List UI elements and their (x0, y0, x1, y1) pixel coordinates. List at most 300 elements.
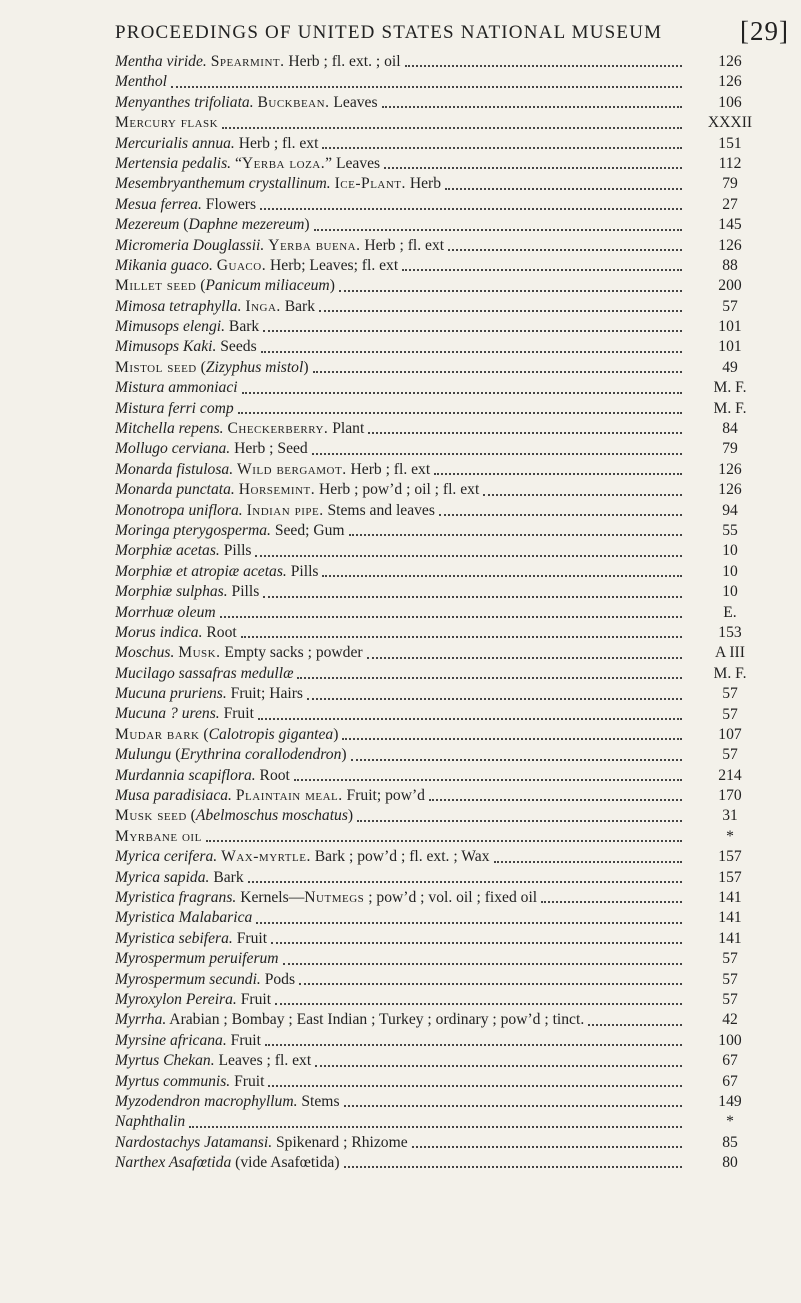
dot-leader (206, 840, 682, 842)
entry-detail: Bark (225, 318, 260, 336)
dot-leader (448, 249, 682, 251)
page-number: [29] (740, 16, 789, 46)
dot-leader (261, 351, 682, 353)
dot-leader (429, 799, 682, 801)
dot-leader (339, 290, 682, 292)
common-name: Indian pipe. (246, 501, 324, 519)
index-entry (115, 745, 685, 765)
entry-text (115, 215, 310, 235)
dot-leader (382, 106, 682, 108)
entry-detail: Root (202, 623, 237, 641)
entry-text (115, 725, 338, 745)
common-name: Spearmint. (210, 52, 285, 70)
entry-text (115, 745, 347, 765)
index-entry (115, 134, 685, 154)
index-entry (115, 806, 685, 826)
entry-reference: M. F. (713, 379, 747, 397)
common-name: Inga. (245, 297, 281, 315)
common-name: Plaintain meal. (235, 787, 343, 805)
entry-text (115, 297, 315, 317)
entry-text (115, 317, 259, 337)
entry-detail: Fruit (232, 929, 268, 947)
entry-detail: Stems (297, 1092, 340, 1110)
entry-reference: 79 (722, 175, 738, 193)
botanical-name: Moschus. (115, 644, 175, 662)
index-entry (115, 868, 685, 888)
entry-reference: 145 (718, 216, 742, 234)
botanical-name: Monarda fistulosa. (115, 460, 234, 478)
botanical-name: Mimusops Kaki. (115, 338, 217, 356)
entry-reference: 88 (722, 256, 738, 274)
entry-detail: Seeds (216, 338, 257, 356)
entry-reference: 200 (718, 277, 742, 295)
dot-leader (405, 65, 682, 67)
botanical-name: Mulungu (115, 746, 172, 764)
entry-reference: 106 (718, 93, 742, 111)
botanical-name: Monotropa uniflora. (115, 501, 243, 519)
dot-leader (256, 922, 682, 924)
index-entry (115, 256, 685, 276)
botanical-name: Mitchella repens. (115, 420, 224, 438)
entry-text (115, 521, 345, 541)
entry-reference: 79 (722, 440, 738, 458)
dot-leader (297, 677, 682, 679)
index-entry (115, 705, 685, 725)
entry-text (115, 134, 318, 154)
botanical-name: Myrica cerifera. (115, 848, 218, 866)
botanical-name: Murdannia scapiflora. (115, 766, 256, 784)
index-entry (115, 684, 685, 704)
dot-leader (248, 881, 682, 883)
entry-reference: 57 (722, 746, 738, 764)
dot-leader (222, 127, 682, 129)
entry-text (115, 276, 335, 296)
entry-reference: 100 (718, 1031, 742, 1049)
index-entry (115, 1010, 685, 1030)
entry-reference: 42 (722, 1011, 738, 1029)
botanical-name: Myristica fragrans. (115, 889, 237, 906)
entry-detail: Fruit (219, 705, 254, 723)
entry-detail: ( (196, 277, 206, 295)
index-entry (115, 1051, 685, 1071)
index-entry (115, 929, 685, 949)
botanical-name: Calotropis gigantea (208, 725, 334, 743)
entry-detail: ) (329, 277, 335, 295)
index-entry (115, 439, 685, 459)
index-entry (115, 419, 685, 439)
dot-leader (275, 1003, 682, 1005)
index-entry (115, 725, 685, 745)
entry-detail: Herb ; pow’d ; oil ; fl. ext (315, 481, 480, 499)
index-entry (115, 847, 685, 867)
entry-text (115, 949, 279, 969)
running-head: PROCEEDINGS OF UNITED STATES NATIONAL MUSEUM (115, 22, 663, 43)
entry-reference: 57 (722, 950, 738, 968)
botanical-name: Mucilago sassafras medullæ (115, 664, 294, 682)
dot-leader (263, 330, 682, 332)
dot-leader (319, 310, 682, 312)
common-name: Ice-Plant. (334, 175, 406, 193)
botanical-name: Myrtus communis. (115, 1072, 231, 1090)
dot-leader (268, 1085, 682, 1087)
entry-detail: Herb ; fl. ext (234, 134, 319, 152)
dot-leader (312, 453, 682, 455)
common-name: Buckbean. (257, 93, 330, 111)
entry-detail: ; pow’d ; vol. oil ; fixed oil (364, 889, 538, 906)
entry-detail: Pills (219, 542, 252, 560)
entry-text (115, 929, 267, 949)
entry-detail: ) (303, 358, 309, 376)
entry-text (115, 1133, 408, 1153)
entry-text (115, 766, 290, 786)
index-entry (115, 541, 685, 561)
entry-text (115, 541, 251, 561)
botanical-name: Panicum miliaceum (205, 277, 330, 295)
entry-reference: 101 (718, 318, 742, 336)
botanical-name: Mertensia pedalis. (115, 154, 232, 172)
entry-text (115, 358, 309, 378)
entry-reference: 31 (722, 807, 738, 825)
entry-text (115, 236, 444, 256)
entry-reference: 153 (718, 623, 742, 641)
entry-reference: 67 (722, 1052, 738, 1070)
dot-leader (258, 718, 682, 720)
dot-leader (368, 432, 682, 434)
entry-reference: 94 (722, 501, 738, 519)
index-entry (115, 399, 685, 419)
entry-detail: Kernels— (236, 889, 305, 906)
entry-text (115, 419, 364, 439)
common-name: Musk. (178, 644, 221, 662)
entry-text (115, 705, 254, 725)
common-name: Checkerberry. (227, 420, 329, 438)
dot-leader (238, 412, 682, 414)
dot-leader (384, 167, 682, 169)
index-entry (115, 908, 685, 928)
entry-reference: M. F. (713, 664, 747, 682)
entry-detail: Herb ; fl. ext (346, 460, 431, 478)
entry-text (115, 684, 303, 704)
entry-text (115, 806, 353, 826)
dot-leader (342, 738, 682, 740)
common-name: Wax-myrtle. (221, 848, 311, 866)
index-entry (115, 888, 685, 908)
entry-reference: 57 (722, 297, 738, 315)
entry-reference: 85 (722, 1133, 738, 1151)
botanical-name: Mistura ferri comp (115, 399, 234, 417)
entry-reference: E. (723, 603, 737, 621)
botanical-name: Morus indica. (115, 623, 203, 641)
dot-leader (189, 1126, 682, 1128)
botanical-name: Myrica sapida. (115, 868, 210, 886)
index-entries (115, 52, 685, 1173)
botanical-name: Narthex Asafœtida (115, 1154, 232, 1172)
dot-leader (357, 820, 682, 822)
botanical-name: Mikania guaco. (115, 256, 213, 274)
botanical-name: Moringa pterygosperma. (115, 521, 271, 539)
index-entry (115, 521, 685, 541)
botanical-name: Mollugo cerviana. (115, 440, 231, 458)
entry-reference: 151 (718, 134, 742, 152)
entry-text (115, 256, 398, 276)
entry-text (115, 1153, 340, 1173)
entry-detail: Spikenard ; Rhizome (272, 1133, 408, 1151)
dot-leader (241, 636, 682, 638)
index-entry (115, 582, 685, 602)
dot-leader (263, 596, 682, 598)
dot-leader (439, 514, 682, 516)
entry-text (115, 970, 295, 990)
index-entry (115, 664, 685, 684)
index-entry (115, 990, 685, 1010)
entry-text (115, 174, 441, 194)
entry-reference: 126 (718, 460, 742, 478)
common-name: Mercury flask (115, 114, 219, 132)
index-entry (115, 276, 685, 296)
entry-detail: Fruit; pow’d (342, 787, 425, 805)
dot-leader (242, 392, 682, 394)
botanical-name: Mucuna ? urens. (115, 705, 220, 723)
index-entry (115, 93, 685, 113)
dot-leader (402, 269, 682, 271)
entry-reference: 149 (718, 1092, 742, 1110)
entry-detail: Empty sacks ; powder (220, 644, 363, 662)
index-entry (115, 949, 685, 969)
dot-leader (171, 86, 682, 88)
index-entry (115, 460, 685, 480)
botanical-name: Myrsine africana. (115, 1031, 227, 1049)
entry-reference: 157 (718, 868, 742, 886)
entry-detail: Flowers (201, 195, 257, 213)
index-entry (115, 480, 685, 500)
index-entry (115, 766, 685, 786)
dot-leader (307, 698, 682, 700)
entry-text (115, 990, 271, 1010)
entry-reference: 80 (722, 1154, 738, 1172)
entry-reference: 170 (718, 787, 742, 805)
entry-text (115, 93, 378, 113)
entry-detail: ) (341, 746, 347, 764)
entry-text (115, 643, 363, 663)
entry-detail: ( (199, 725, 209, 743)
entry-reference: A III (715, 644, 745, 662)
entry-reference: 10 (722, 562, 738, 580)
entry-detail: ) (333, 725, 339, 743)
index-entry (115, 562, 685, 582)
entry-reference: 101 (718, 338, 742, 356)
common-name: Horsemint. (238, 481, 316, 499)
index-entry (115, 1133, 685, 1153)
common-name: Millet seed (115, 277, 197, 295)
botanical-name: Myrospermum secundi. (115, 970, 261, 988)
botanical-name: Monarda punctata. (115, 481, 235, 499)
dot-leader (322, 575, 682, 577)
entry-reference: 49 (722, 358, 738, 376)
entry-detail: Herb ; Seed (230, 440, 308, 458)
common-name: Guaco. (216, 256, 267, 274)
botanical-name: Naphthalin (115, 1113, 186, 1131)
entry-reference: 126 (718, 236, 742, 254)
entry-reference: 126 (718, 481, 742, 499)
botanical-name: Myrtus Chekan. (115, 1052, 215, 1070)
entry-text (115, 337, 257, 357)
index-entry (115, 623, 685, 643)
entry-detail: Pills (286, 562, 319, 580)
entry-reference: 27 (722, 195, 738, 213)
index-entry (115, 317, 685, 337)
index-entry (115, 603, 685, 623)
index-entry (115, 378, 685, 398)
entry-detail: Bark (280, 297, 316, 315)
entry-reference: 57 (722, 705, 738, 723)
entry-text (115, 786, 425, 806)
index-entry (115, 113, 685, 133)
entry-text (115, 1092, 340, 1112)
entry-text (115, 1031, 261, 1051)
dot-leader (322, 147, 682, 149)
dot-leader (367, 657, 682, 659)
entry-text (115, 378, 238, 398)
entry-reference: 55 (722, 521, 738, 539)
botanical-name: Mimusops elengi. (115, 318, 226, 336)
entry-reference: XXXII (707, 114, 753, 132)
entry-detail: Arabian ; Bombay ; East Indian ; Turkey ; ordinary ; pow’d ; tinct. (166, 1011, 585, 1029)
entry-reference: 57 (722, 970, 738, 988)
botanical-name: Morphiæ sulphas. (115, 583, 228, 601)
dot-leader (351, 759, 682, 761)
index-entry (115, 72, 685, 92)
page-header (115, 14, 789, 48)
dot-leader (299, 983, 682, 985)
dot-leader (313, 371, 682, 373)
entry-detail: ( (171, 746, 181, 764)
entry-reference: 57 (722, 685, 738, 703)
common-name: Nutmegs (304, 889, 365, 906)
dot-leader (294, 779, 682, 781)
entry-text (115, 460, 430, 480)
index-entry (115, 297, 685, 317)
botanical-name: Myrospermum peruiferum (115, 950, 279, 968)
botanical-name: Micromeria Douglassii. (115, 236, 265, 254)
entry-text (115, 623, 237, 643)
entry-text (115, 72, 167, 92)
botanical-name: Mistura ammoniaci (115, 379, 238, 397)
entry-text (115, 1112, 185, 1132)
entry-detail: Herb ; fl. ext. ; oil (284, 52, 401, 70)
dot-leader (260, 208, 682, 210)
entry-reference: 10 (722, 583, 738, 601)
index-entry (115, 358, 685, 378)
entry-text (115, 582, 259, 602)
dot-leader (494, 861, 683, 863)
entry-text (115, 562, 318, 582)
common-name: Mudar bark (115, 725, 200, 743)
entry-reference: 57 (722, 990, 738, 1008)
entry-detail: Fruit; Hairs (226, 685, 303, 703)
entry-detail: (vide Asafœtida) (231, 1154, 340, 1172)
entry-detail: Fruit (236, 990, 272, 1008)
index-entry (115, 195, 685, 215)
entry-text (115, 113, 218, 133)
dot-leader (483, 494, 682, 496)
botanical-name: Mimosa tetraphylla. (115, 297, 242, 315)
entry-text (115, 501, 435, 521)
dot-leader (541, 901, 682, 903)
index-entry (115, 1112, 685, 1132)
entry-text (115, 868, 244, 888)
index-entry (115, 337, 685, 357)
entry-reference: 107 (718, 725, 742, 743)
botanical-name: Musa paradisiaca. (115, 787, 232, 805)
entry-reference: 141 (718, 929, 742, 947)
botanical-name: Myzodendron macrophyllum. (115, 1092, 298, 1110)
common-name: Yerba loza. (241, 154, 326, 172)
botanical-name: Morphiæ acetas. (115, 542, 220, 560)
index-entry (115, 501, 685, 521)
entry-text (115, 664, 293, 684)
entry-text (115, 1072, 264, 1092)
entry-detail: Herb; Leaves; fl. ext (266, 256, 399, 274)
entry-text (115, 1051, 311, 1071)
botanical-name: Menthol (115, 73, 167, 91)
botanical-name: Abelmoschus moschatus (195, 807, 348, 825)
dot-leader (349, 534, 682, 536)
entry-detail: ( (196, 358, 206, 376)
entry-detail: Root (255, 766, 290, 784)
entry-reference: * (726, 827, 734, 845)
dot-leader (255, 555, 682, 557)
entry-detail: Stems and leaves (323, 501, 435, 519)
dot-leader (265, 1044, 682, 1046)
dot-leader (434, 473, 682, 475)
entry-detail: ” Leaves (325, 154, 381, 172)
entry-detail: ) (304, 216, 310, 234)
common-name: Wild bergamot. (237, 460, 347, 478)
entry-text (115, 52, 401, 72)
entry-reference: 157 (718, 848, 742, 866)
botanical-name: Menyanthes trifoliata. (115, 93, 254, 111)
entry-detail: Bark (209, 868, 244, 886)
entry-detail: Plant (328, 420, 365, 438)
reference-column (688, 52, 772, 1173)
index-entry (115, 174, 685, 194)
botanical-name: Mentha viride. (115, 52, 207, 70)
index-entry (115, 52, 685, 72)
entry-text (115, 847, 490, 867)
dot-leader (220, 616, 682, 618)
botanical-name: Morrhuæ oleum (115, 603, 216, 621)
common-name: Myrbane oil (115, 827, 202, 845)
entry-detail: Herb (405, 175, 441, 193)
entry-text (115, 480, 479, 500)
botanical-name: Mesembryanthemum crystallinum. (115, 175, 331, 193)
botanical-name: Morphiæ et atropiæ acetas. (115, 562, 287, 580)
entry-text (115, 888, 537, 908)
entry-detail: Herb ; fl. ext (360, 236, 445, 254)
entry-text (115, 399, 234, 419)
index-entry (115, 1031, 685, 1051)
entry-reference: 214 (718, 766, 742, 784)
entry-reference: 126 (718, 73, 742, 91)
botanical-name: Daphne mezereum (188, 216, 305, 234)
botanical-name: Nardostachys Jatamansi. (115, 1133, 273, 1151)
entry-text (115, 827, 202, 847)
dot-leader (412, 1146, 682, 1148)
entry-text (115, 603, 216, 623)
entry-detail: ( (186, 807, 196, 825)
index-entry (115, 786, 685, 806)
entry-detail: Pods (260, 970, 296, 988)
